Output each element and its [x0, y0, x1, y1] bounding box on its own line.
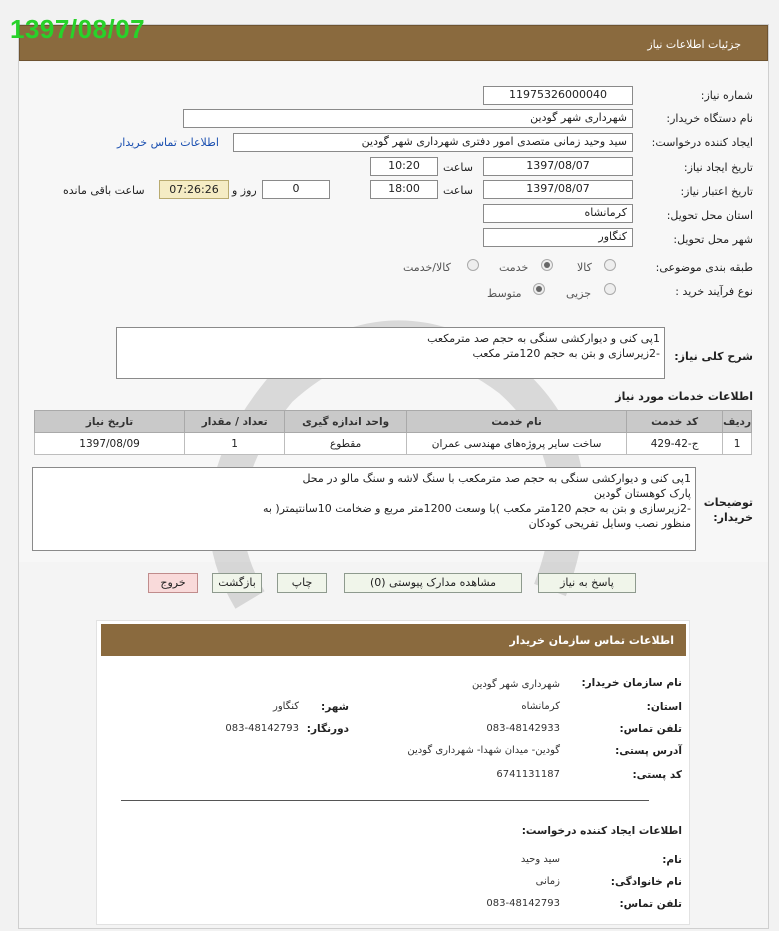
remaining-time: 07:26:26	[159, 180, 229, 199]
summary-line-2: -2زیرسازی و بتن به حجم 120متر مکعب	[472, 347, 660, 360]
services-table	[34, 410, 752, 455]
province-field: کرمانشاه	[483, 204, 633, 223]
radio-medium[interactable]	[533, 283, 545, 295]
created-date-field: 1397/08/07	[483, 157, 633, 176]
need-number-label: شماره نیاز:	[700, 89, 753, 102]
card-address-value: گودین- میدان شهدا- شهرداری گودین	[407, 745, 560, 756]
radio-medium-label: متوسط	[487, 287, 522, 300]
cell-unit: مقطوع	[285, 433, 407, 455]
org-label: نام سازمان خریدار:	[581, 677, 682, 689]
cell-qty: 1	[185, 433, 285, 455]
creator-field: سید وحید زمانی متصدی امور دفتری شهرداری شهر گودین	[233, 133, 633, 152]
radio-minor[interactable]	[604, 283, 616, 295]
radio-goods-label: کالا	[577, 261, 592, 274]
city-label: شهر محل تحویل:	[673, 233, 753, 246]
card-fax-label: دورنگار:	[306, 723, 349, 735]
card-postal-label: کد پستی:	[632, 769, 682, 781]
reply-button[interactable]: پاسخ به نیاز	[538, 573, 636, 593]
col-name: نام خدمت	[407, 411, 627, 433]
card-phone-label: تلفن تماس:	[619, 723, 682, 735]
card-city-value: کنگاور	[272, 701, 299, 712]
card-family-value: زمانی	[535, 876, 560, 887]
col-unit: واحد اندازه گیری	[285, 411, 407, 433]
print-button[interactable]: چاپ	[277, 573, 327, 593]
card-phone-value: 083-48142933	[486, 723, 560, 734]
card-name-value: سید وحید	[520, 854, 560, 865]
city-field: کنگاور	[483, 228, 633, 247]
created-time-label: ساعت	[443, 161, 473, 174]
buyer-org-field: شهرداری شهر گودین	[183, 109, 633, 128]
card-fax-value: 083-48142793	[225, 723, 299, 734]
process-label: نوع فرآیند خرید :	[675, 285, 753, 298]
need-number-field: 11975326000040	[483, 86, 633, 105]
services-title: اطلاعات خدمات مورد نیاز	[615, 390, 753, 403]
summary-label: شرح کلی نیاز:	[674, 350, 753, 363]
buyer-notes-textarea[interactable]	[32, 467, 696, 551]
buyer-org-label: نام دستگاه خریدار:	[666, 112, 753, 125]
cell-row: 1	[723, 433, 752, 455]
radio-minor-label: جزیی	[566, 287, 592, 300]
cell-name: ساخت سایر پروژه‌های مهندسی عمران	[407, 433, 627, 455]
col-date: تاریخ نیاز	[35, 411, 185, 433]
card-creator-phone-label: تلفن تماس:	[619, 898, 682, 910]
cell-code: ج-42-429	[627, 433, 723, 455]
card-province-value: کرمانشاه	[521, 701, 560, 712]
contact-info-link[interactable]: اطلاعات تماس خریدار	[117, 136, 219, 149]
table-row	[35, 433, 752, 455]
creator-section-title: اطلاعات ایجاد کننده درخواست:	[521, 825, 682, 837]
contact-card-title: اطلاعات تماس سازمان خریدار	[509, 634, 674, 647]
page-title: جزئیات اطلاعات نیاز	[647, 38, 741, 51]
col-code: کد خدمت	[627, 411, 723, 433]
exit-button[interactable]: خروج	[148, 573, 198, 593]
days-label: روز و	[232, 184, 257, 197]
card-divider	[121, 800, 649, 801]
col-row: ردیف	[723, 411, 752, 433]
card-postal-value: 6741131187	[496, 769, 560, 780]
deadline-label: تاریخ اعتبار نیاز:	[680, 185, 753, 198]
radio-goods-service-label: کالا/خدمت	[403, 261, 451, 274]
contact-card-header	[101, 624, 686, 656]
col-qty: تعداد / مقدار	[185, 411, 285, 433]
card-name-label: نام:	[662, 854, 682, 866]
deadline-date-field: 1397/08/07	[483, 180, 633, 199]
contact-card	[96, 620, 690, 925]
notes-line-3: -2زیرسازی و بتن به حجم 120متر مکعب )با وسعت 1200متر مربع و ضخامت 10سانتیمتر( به	[262, 502, 691, 515]
days-field: 0	[262, 180, 330, 199]
org-value: شهرداری شهر گودین	[471, 679, 560, 690]
remaining-label: ساعت باقی مانده	[63, 184, 145, 197]
attachments-button[interactable]: مشاهده مدارک پیوستی (0)	[344, 573, 522, 593]
category-label: طبقه بندی موضوعی:	[655, 261, 753, 274]
services-header-row	[35, 411, 752, 433]
card-family-label: نام خانوادگی:	[610, 876, 682, 888]
summary-textarea[interactable]	[116, 327, 665, 379]
deadline-time-label: ساعت	[443, 184, 473, 197]
creator-label: ایجاد کننده درخواست:	[651, 136, 753, 149]
radio-service-label: خدمت	[499, 261, 529, 274]
card-city-label: شهر:	[321, 701, 349, 713]
card-address-label: آدرس پستی:	[615, 745, 682, 757]
created-date-label: تاریخ ایجاد نیاز:	[683, 161, 753, 174]
province-label: استان محل تحویل:	[666, 209, 753, 222]
deadline-time-field: 18:00	[370, 180, 438, 199]
notes-line-1: 1پی کنی و دیوارکشی سنگی به حجم صد مترمکعب با سنگ لاشه و سنگ مالو در محل	[302, 472, 691, 485]
back-button[interactable]: بازگشت	[212, 573, 262, 593]
radio-goods-service[interactable]	[467, 259, 479, 271]
summary-line-1: 1پی کنی و دیوارکشی سنگی به حجم صد مترمکعب	[427, 332, 660, 345]
buyer-notes-label: توضیحات خریدار:	[703, 496, 753, 524]
radio-goods[interactable]	[604, 259, 616, 271]
notes-line-2: پارک کوهستان گودین	[593, 487, 691, 500]
created-time-field: 10:20	[370, 157, 438, 176]
card-province-label: استان:	[646, 701, 682, 713]
card-creator-phone-value: 083-48142793	[486, 898, 560, 909]
radio-service[interactable]	[541, 259, 553, 271]
date-stamp: 1397/08/07	[10, 14, 146, 44]
notes-line-4: منظور نصب وسایل تفریحی کودکان	[528, 517, 691, 530]
cell-date: 1397/08/09	[35, 433, 185, 455]
